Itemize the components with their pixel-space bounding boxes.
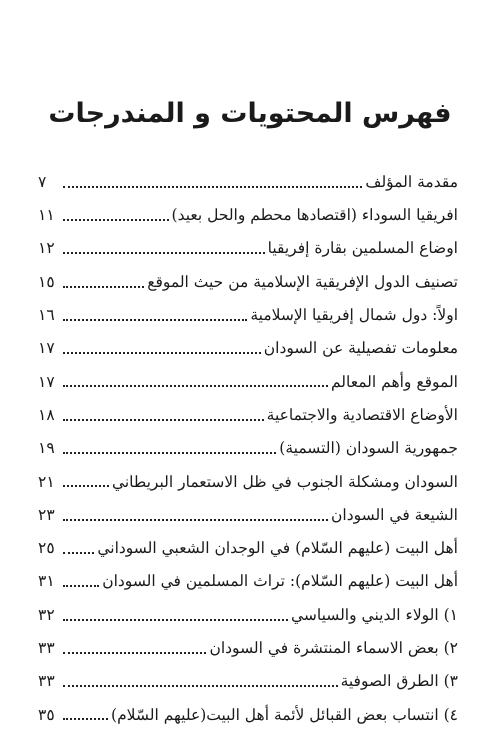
dot-leader xyxy=(63,186,362,188)
toc-entry-title: تصنيف الدول الإفريقية الإسلامية من حيث الموقع xyxy=(147,272,458,291)
toc-entry-title: ٣) الطرق الصوفية xyxy=(340,672,458,691)
toc-entry-page: ١١ xyxy=(38,206,55,225)
dot-leader xyxy=(63,685,338,687)
toc-entry xyxy=(38,466,458,499)
toc-entry xyxy=(38,566,458,599)
dot-leader xyxy=(63,552,94,554)
toc-entry-page: ٣٥ xyxy=(38,705,55,724)
toc-entry-title: ٢) بعض الاسماء المنتشرة في السودان xyxy=(209,639,458,658)
dot-leader xyxy=(63,319,247,321)
toc-entry-title: الشيعة في السودان xyxy=(331,505,458,524)
dot-leader xyxy=(63,452,276,454)
toc-entry-title: ٤) انتساب بعض القبائل لأئمة أهل البيت(عليهم السّلام) xyxy=(111,705,458,724)
toc-entry xyxy=(38,632,458,665)
toc-entry-title: الموقع وأهم المعالم xyxy=(330,372,458,391)
toc-entry xyxy=(38,499,458,532)
toc-entry xyxy=(38,366,458,399)
toc-entry xyxy=(38,665,458,698)
toc-entry xyxy=(38,432,458,465)
dot-leader xyxy=(63,485,109,487)
toc-entry xyxy=(38,699,458,732)
toc-entry-page: ٢٣ xyxy=(38,505,55,524)
dot-leader xyxy=(63,652,206,654)
toc-entry-page: ١٦ xyxy=(38,306,55,325)
toc-entry-page: ١٥ xyxy=(38,272,55,291)
toc-entry-page: ١٨ xyxy=(38,405,55,424)
dot-leader xyxy=(63,385,328,387)
dot-leader xyxy=(63,219,169,221)
toc-entry-title: جمهورية السودان (التسمية) xyxy=(279,439,458,458)
dot-leader xyxy=(63,585,99,587)
toc-entry-title: افريقيا السوداء (اقتصادها محطم والحل بعيد) xyxy=(171,206,458,225)
toc-entry xyxy=(38,599,458,632)
toc-entry-title: الأوضاع الاقتصادية والاجتماعية xyxy=(266,405,458,424)
dot-leader xyxy=(63,352,261,354)
toc-entry-title: أهل البيت (عليهم السّلام): تراث المسلمين في السودان xyxy=(102,572,458,591)
toc-entry-page: ٣٣ xyxy=(38,672,55,691)
toc-entry-title: مقدمة المؤلف xyxy=(365,172,458,191)
dot-leader xyxy=(63,252,265,254)
toc-entry xyxy=(38,399,458,432)
dot-leader xyxy=(63,619,288,621)
toc-entry xyxy=(38,332,458,365)
toc-entry-title: اولاً: دول شمال إفريقيا الإسلامية xyxy=(250,306,458,325)
toc-entry-page: ١٧ xyxy=(38,372,55,391)
toc-entry xyxy=(38,199,458,232)
toc-entry-page: ٣٣ xyxy=(38,639,55,658)
toc-entry-page: ٣٢ xyxy=(38,605,55,624)
toc-entry xyxy=(38,299,458,332)
toc-entry-title: أهل البيت (عليهم السّلام) في الوجدان الشعبي السوداني xyxy=(97,539,458,558)
toc-entry-title: ١) الولاء الديني والسياسي xyxy=(290,605,458,624)
dot-leader xyxy=(63,718,108,720)
toc-entry-title: معلومات تفصيلية عن السودان xyxy=(263,339,458,358)
page-title: فهرس المحتويات و المندرجات xyxy=(48,98,452,129)
toc-entry-page: ٢١ xyxy=(38,472,55,491)
toc-entry-page: ١٧ xyxy=(38,339,55,358)
toc-entry-page: ١٢ xyxy=(38,239,55,258)
toc-entry-title: السودان ومشكلة الجنوب في ظل الاستعمار البريطاني xyxy=(111,472,458,491)
toc-entry-page: ٧ xyxy=(38,172,47,191)
toc-entry-title: اوضاع المسلمين بقارة إفريقيا xyxy=(267,239,458,258)
toc-entry xyxy=(38,233,458,266)
table-of-contents xyxy=(38,166,458,732)
toc-entry xyxy=(38,532,458,565)
toc-entry-page: ١٩ xyxy=(38,439,55,458)
toc-entry xyxy=(38,166,458,199)
dot-leader xyxy=(63,419,264,421)
toc-entry-page: ٣١ xyxy=(38,572,55,591)
dot-leader xyxy=(63,519,328,521)
toc-entry xyxy=(38,266,458,299)
toc-entry-page: ٢٥ xyxy=(38,539,55,558)
dot-leader xyxy=(63,286,144,288)
